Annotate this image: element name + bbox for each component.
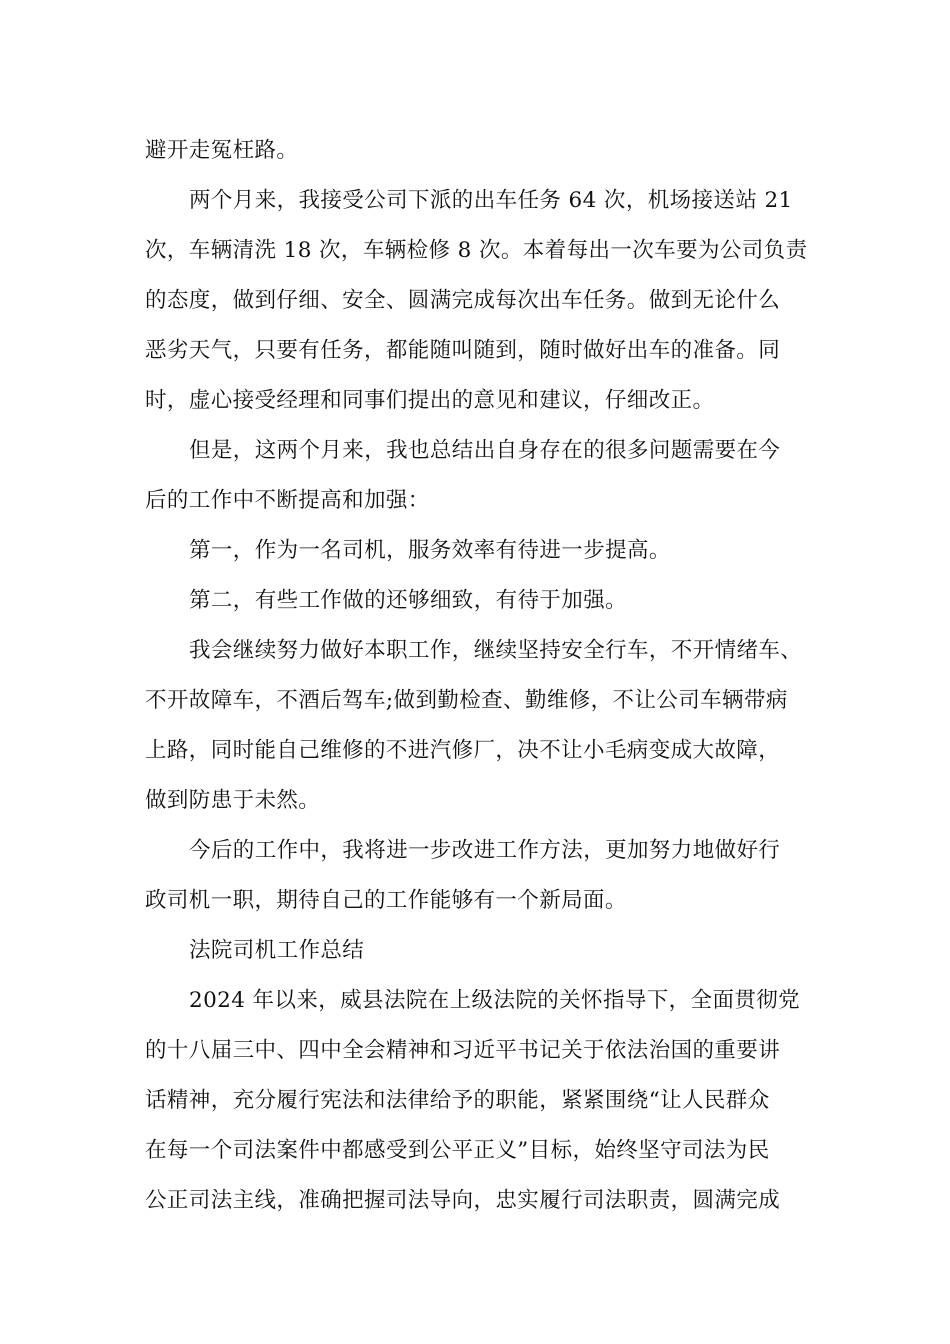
section-heading: 法院司机工作总结 [189, 938, 365, 963]
text-line: 不开故障车，不酒后驾车;做到勤检查、勤维修，不让公司车辆带病 [145, 688, 788, 713]
paragraph-start-line: 两个月来，我接受公司下派的出车任务 64 次，机场接送站 21 [189, 188, 793, 213]
text-line: 公正司法主线，准确把握司法导向，忠实履行司法职责，圆满完成 [145, 1188, 781, 1213]
text-line: 避开走冤枉路。 [145, 138, 299, 163]
text-line: 后的工作中不断提高和加强： [145, 488, 430, 513]
text-line: 话精神，充分履行宪法和法律给予的职能，紧紧围绕“让人民群众 [145, 1088, 770, 1113]
paragraph-start-line: 今后的工作中，我将进一步改进工作方法，更加努力地做好行 [189, 838, 781, 863]
paragraph-start-line: 第二，有些工作做的还够细致，有待于加强。 [189, 588, 628, 613]
text-line: 恶劣天气，只要有任务，都能随叫随到，随时做好出车的准备。同 [145, 338, 781, 363]
paragraph-start-line: 我会继续努力做好本职工作，继续坚持安全行车，不开情绪车、 [189, 638, 803, 663]
text-line: 上路，同时能自己维修的不进汽修厂，决不让小毛病变成大故障， [145, 738, 781, 763]
text-line: 的态度，做到仔细、安全、圆满完成每次出车任务。做到无论什么 [145, 288, 781, 313]
paragraph-start-line: 第一，作为一名司机，服务效率有待进一步提高。 [189, 538, 671, 563]
text-line: 做到防患于未然。 [145, 788, 321, 813]
text-line: 时，虚心接受经理和同事们提出的意见和建议，仔细改正。 [145, 388, 715, 413]
text-line: 的十八届三中、四中全会精神和习近平书记关于依法治国的重要讲 [145, 1038, 781, 1063]
text-line: 次，车辆清洗 18 次，车辆检修 8 次。本着每出一次车要为公司负责 [145, 238, 808, 263]
paragraph-start-line: 但是，这两个月来，我也总结出自身存在的很多问题需要在今 [189, 438, 781, 463]
paragraph-start-line: 2024 年以来，威县法院在上级法院的关怀指导下，全面贯彻党 [189, 988, 801, 1013]
text-line: 政司机一职，期待自己的工作能够有一个新局面。 [145, 888, 627, 913]
text-line: 在每一个司法案件中都感受到公平正义”目标，始终坚守司法为民 [145, 1138, 770, 1163]
